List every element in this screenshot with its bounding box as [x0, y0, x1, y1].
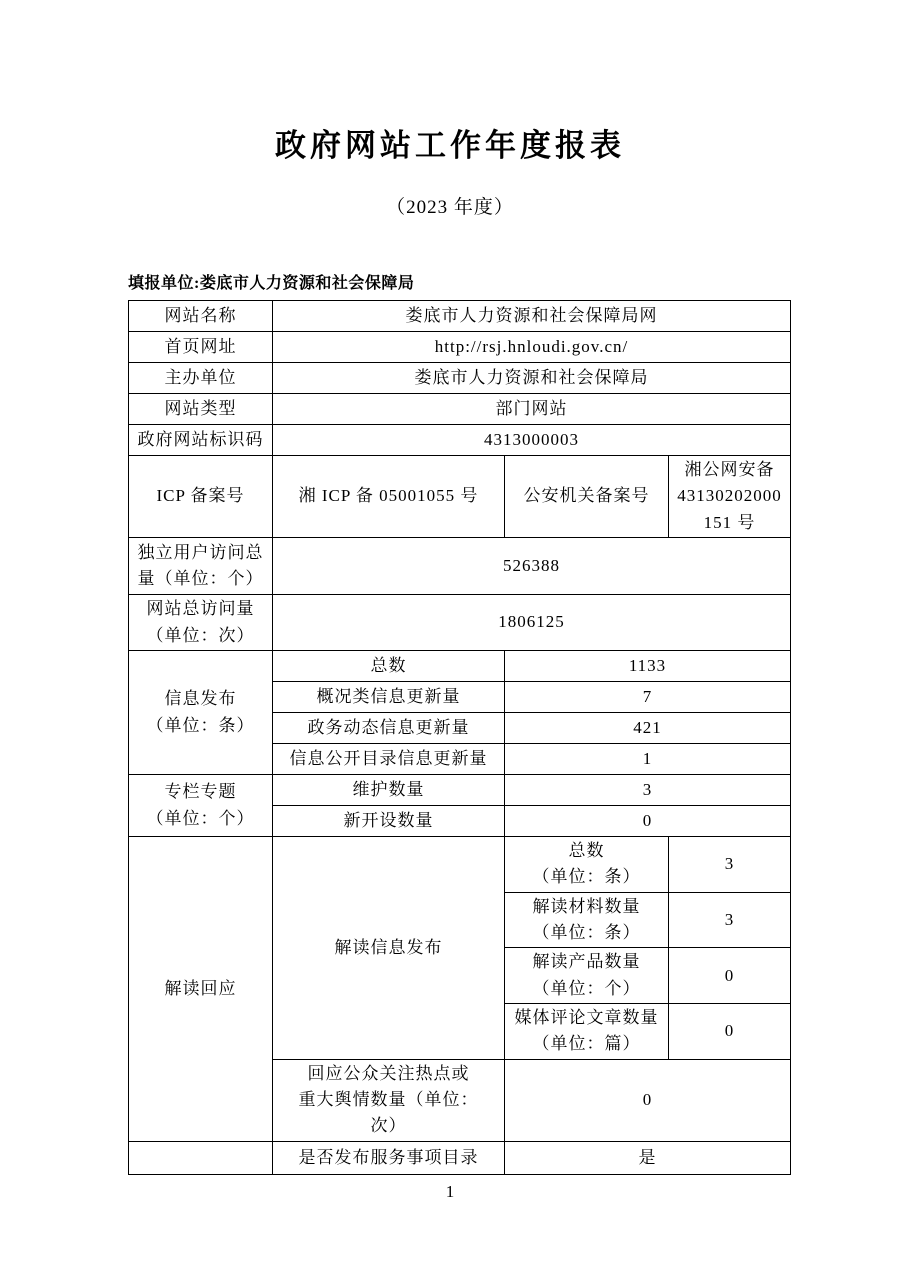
info-publish-item-label: 总数 — [273, 651, 505, 682]
icp-label: ICP 备案号 — [129, 456, 273, 538]
row-interpretation-total — [129, 837, 791, 893]
info-publish-item-label: 信息公开目录信息更新量 — [273, 744, 505, 775]
interpretation-item-label: 总数 （单位：条） — [505, 837, 669, 893]
service-catalog-empty-cell — [129, 1141, 273, 1174]
total-visits-value: 1806125 — [273, 595, 791, 651]
site-name-label: 网站名称 — [129, 301, 273, 332]
row-service-catalog — [129, 1141, 791, 1174]
special-columns-item-label: 维护数量 — [273, 775, 505, 806]
interpretation-group-label: 解读回应 — [129, 837, 273, 1142]
row-site-code — [129, 425, 791, 456]
row-total-visits — [129, 595, 791, 651]
info-publish-item-value: 1133 — [505, 651, 791, 682]
special-columns-item-label: 新开设数量 — [273, 806, 505, 837]
special-columns-group-label: 专栏专题 （单位：个） — [129, 775, 273, 837]
police-record-value: 湘公网安备 43130202000 151 号 — [669, 456, 791, 538]
interpretation-item-value: 3 — [669, 837, 791, 893]
row-site-type — [129, 394, 791, 425]
info-publish-group-label: 信息发布 （单位：条） — [129, 651, 273, 775]
interpretation-item-label: 解读产品数量 （单位：个） — [505, 948, 669, 1004]
row-special-columns-maintained — [129, 775, 791, 806]
special-columns-item-value: 3 — [505, 775, 791, 806]
info-publish-item-label: 政务动态信息更新量 — [273, 713, 505, 744]
icp-value: 湘 ICP 备 05001055 号 — [273, 456, 505, 538]
interpretation-item-value: 0 — [669, 948, 791, 1004]
info-publish-item-value: 1 — [505, 744, 791, 775]
site-code-label: 政府网站标识码 — [129, 425, 273, 456]
row-icp — [129, 456, 791, 538]
site-type-label: 网站类型 — [129, 394, 273, 425]
sponsor-label: 主办单位 — [129, 363, 273, 394]
row-site-name — [129, 301, 791, 332]
reporting-unit-line: 填报单位:娄底市人力资源和社会保障局 — [128, 275, 415, 292]
unique-visitors-label: 独立用户访问总 量（单位：个） — [129, 538, 273, 595]
report-title: 政府网站工作年度报表 — [275, 128, 625, 163]
police-record-label: 公安机关备案号 — [505, 456, 669, 538]
page-number: 1 — [445, 1182, 455, 1201]
site-name-value: 娄底市人力资源和社会保障局网 — [273, 301, 791, 332]
hotspot-response-label: 回应公众关注热点或 重大舆情数量（单位： 次） — [273, 1059, 505, 1141]
special-columns-item-value: 0 — [505, 806, 791, 837]
info-publish-item-value: 421 — [505, 713, 791, 744]
interpretation-item-value: 0 — [669, 1004, 791, 1060]
row-info-publish-total — [129, 651, 791, 682]
row-unique-visitors — [129, 538, 791, 595]
info-publish-item-value: 7 — [505, 682, 791, 713]
info-publish-item-label: 概况类信息更新量 — [273, 682, 505, 713]
total-visits-label: 网站总访问量 （单位：次） — [129, 595, 273, 651]
sponsor-value: 娄底市人力资源和社会保障局 — [273, 363, 791, 394]
report-year-subtitle: （2023 年度） — [386, 197, 514, 218]
interpretation-item-label: 媒体评论文章数量 （单位：篇） — [505, 1004, 669, 1060]
unique-visitors-value: 526388 — [273, 538, 791, 595]
home-url-label: 首页网址 — [129, 332, 273, 363]
home-url-value: http://rsj.hnloudi.gov.cn/ — [273, 332, 791, 363]
annual-report-table — [128, 300, 791, 1175]
interpretation-item-value: 3 — [669, 892, 791, 948]
row-home-url — [129, 332, 791, 363]
row-sponsor — [129, 363, 791, 394]
site-type-value: 部门网站 — [273, 394, 791, 425]
site-code-value: 4313000003 — [273, 425, 791, 456]
interpretation-item-label: 解读材料数量 （单位：条） — [505, 892, 669, 948]
service-catalog-label: 是否发布服务事项目录 — [273, 1141, 505, 1174]
interpretation-publish-label: 解读信息发布 — [273, 837, 505, 1060]
hotspot-response-value: 0 — [505, 1059, 791, 1141]
service-catalog-value: 是 — [505, 1141, 791, 1174]
